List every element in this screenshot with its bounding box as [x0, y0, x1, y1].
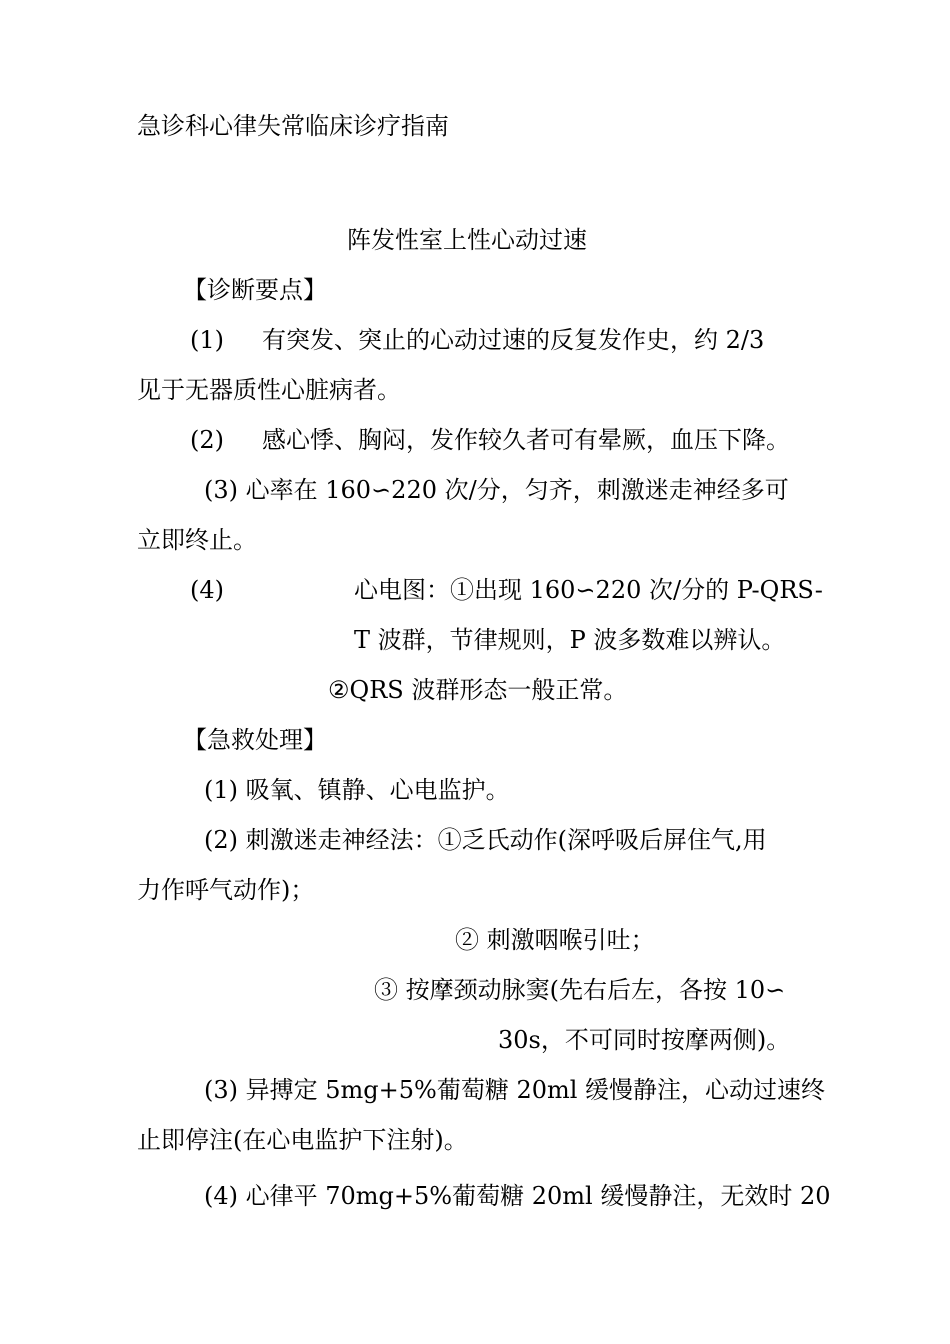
diagnosis-item1-number: (1)	[190, 326, 224, 354]
diagnosis-heading: 【诊断要点】	[183, 276, 327, 304]
diagnosis-item4-number: (4)	[190, 576, 224, 604]
diagnosis-item4-line1: 心电图：①出现 160∽220 次/分的 P-QRS-	[354, 576, 823, 604]
diagnosis-item1-line2: 见于无器质性心脏病者。	[137, 376, 401, 404]
treatment-heading: 【急救处理】	[183, 726, 327, 754]
diagnosis-item2-number: (2)	[190, 426, 224, 454]
treatment-item3-line1: (3) 异搏定 5mg+5%葡萄糖 20ml 缓慢静注，心动过速终	[204, 1076, 826, 1104]
diagnosis-item1-line1: 有突发、突止的心动过速的反复发作史，约 2/3	[262, 326, 765, 354]
treatment-item2-line4: ③ 按摩颈动脉窦(先右后左，各按 10∽	[374, 976, 786, 1004]
treatment-item3-line2: 止即停注(在心电监护下注射)。	[137, 1126, 468, 1154]
diagnosis-item3-line1: (3) 心率在 160∽220 次/分，匀齐，刺激迷走神经多可	[204, 476, 789, 504]
treatment-item4-line1: (4) 心律平 70mg+5%葡萄糖 20ml 缓慢静注，无效时 20	[204, 1182, 831, 1210]
treatment-item2-line5: 30s，不可同时按摩两侧)。	[498, 1026, 791, 1054]
document-title: 急诊科心律失常临床诊疗指南	[137, 112, 449, 140]
treatment-item2-line1: (2) 刺激迷走神经法：①乏氏动作(深呼吸后屏住气,用	[204, 826, 767, 854]
diagnosis-item4-line3: ②QRS 波群形态一般正常。	[328, 676, 628, 704]
diagnosis-item4-line2: T 波群，节律规则，P 波多数难以辨认。	[354, 626, 786, 654]
treatment-item2-line3: ② 刺激咽喉引吐；	[455, 926, 655, 954]
diagnosis-item3-line2: 立即终止。	[137, 526, 257, 554]
diagnosis-item2-line1: 感心悸、胸闷，发作较久者可有晕厥，血压下降。	[262, 426, 790, 454]
treatment-item2-line2: 力作呼气动作)；	[137, 876, 315, 904]
section-title: 阵发性室上性心动过速	[347, 226, 587, 254]
treatment-item1-line1: (1) 吸氧、镇静、心电监护。	[204, 776, 510, 804]
